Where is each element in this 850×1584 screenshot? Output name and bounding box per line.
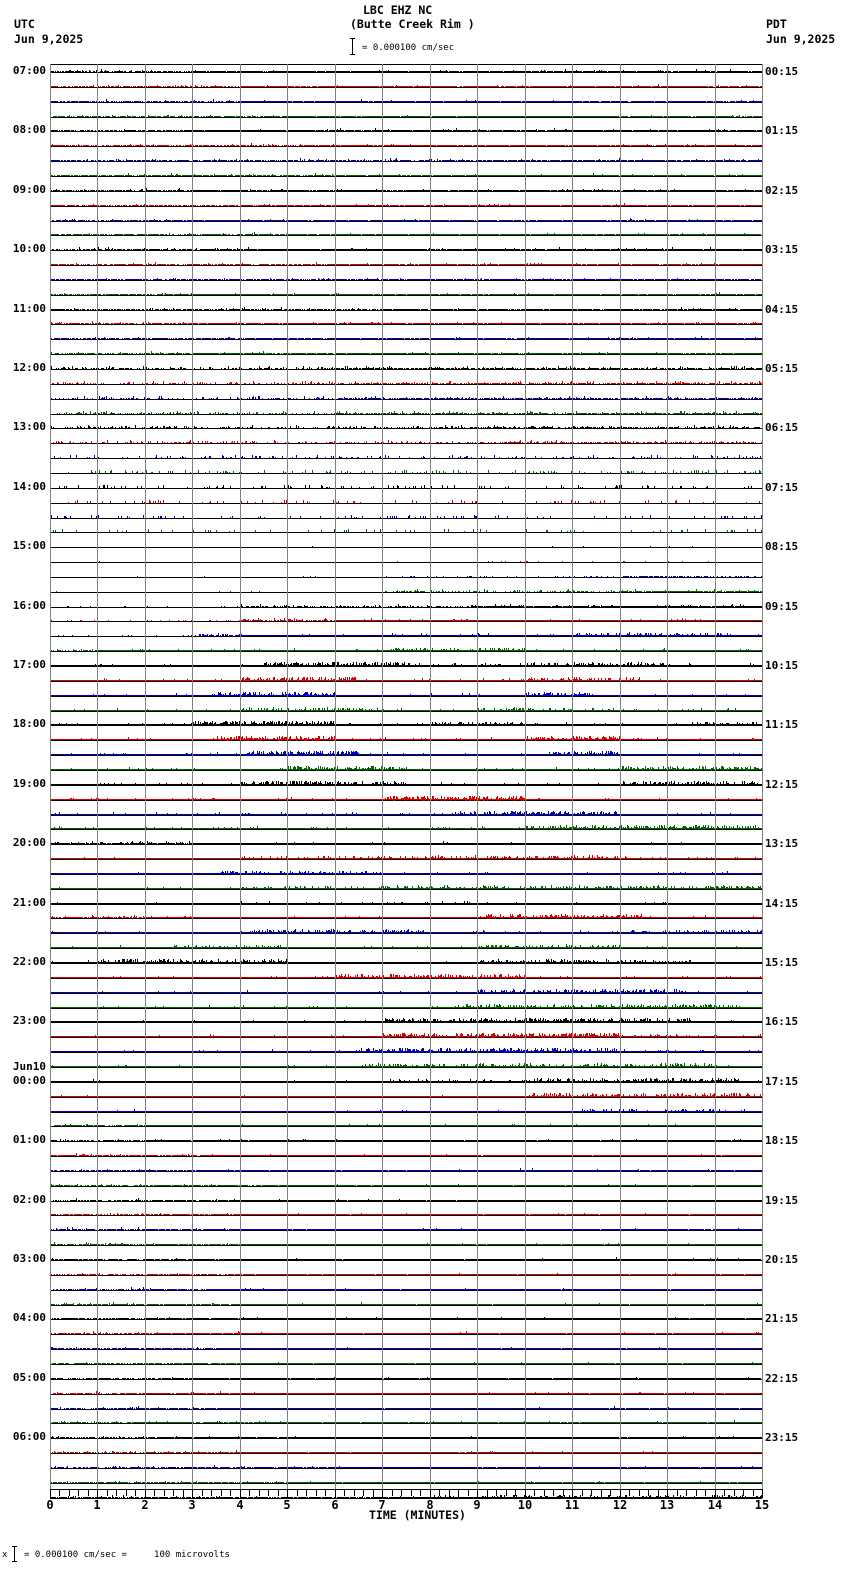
utc-hour-label: 01:00	[12, 1133, 46, 1146]
utc-hour-label: 21:00	[12, 896, 46, 909]
utc-hour-label: 10:00	[12, 242, 46, 255]
pdt-hour-label: 15:15	[765, 956, 799, 969]
station-location: (Butte Creek Rim )	[350, 17, 475, 31]
x-tick-label: 12	[612, 1498, 628, 1512]
pdt-hour-label: 16:15	[765, 1015, 799, 1028]
pdt-hour-label: 17:15	[765, 1075, 799, 1088]
x-tick-label: 4	[236, 1498, 244, 1512]
x-tick-label: 2	[141, 1498, 149, 1512]
pdt-hour-label: 10:15	[765, 659, 799, 672]
utc-hour-label: 03:00	[12, 1252, 46, 1265]
x-tick-label: 6	[331, 1498, 339, 1512]
utc-hour-label: 13:00	[12, 420, 46, 433]
utc-hour-label: 00:00	[12, 1074, 46, 1087]
utc-hour-label: 18:00	[12, 717, 46, 730]
x-tick-label: 0	[46, 1498, 54, 1512]
footer-scale-note: = 0.000100 cm/sec = 100 microvolts	[24, 1550, 230, 1560]
pdt-hour-label: 00:15	[765, 65, 799, 78]
utc-hour-label: 14:00	[12, 480, 46, 493]
utc-hour-label: 08:00	[12, 123, 46, 136]
station-title: LBC EHZ NC	[363, 3, 433, 17]
utc-hour-label: 06:00	[12, 1430, 46, 1443]
right-date: Jun 9,2025	[766, 32, 836, 46]
x-tick-label: 7	[378, 1498, 386, 1512]
utc-hour-label: 02:00	[12, 1193, 46, 1206]
x-axis-title: TIME (MINUTES)	[369, 1508, 466, 1522]
pdt-hour-label: 12:15	[765, 778, 799, 791]
right-timezone: PDT	[766, 17, 787, 31]
pdt-hour-label: 22:15	[765, 1372, 799, 1385]
pdt-hour-label: 11:15	[765, 718, 799, 731]
pdt-hour-label: 05:15	[765, 362, 799, 375]
utc-hour-label: 04:00	[12, 1311, 46, 1324]
pdt-hour-label: 18:15	[765, 1134, 799, 1147]
pdt-hour-label: 19:15	[765, 1194, 799, 1207]
pdt-hour-label: 01:15	[765, 124, 799, 137]
utc-hour-label: 19:00	[12, 777, 46, 790]
x-tick-label: 15	[754, 1498, 770, 1512]
left-date: Jun 9,2025	[14, 32, 84, 46]
pdt-hour-label: 09:15	[765, 600, 799, 613]
x-tick-label: 9	[473, 1498, 481, 1512]
footer-prefix: x	[2, 1550, 8, 1560]
x-tick-label: 8	[426, 1498, 434, 1512]
date-change-label: Jun10	[12, 1060, 46, 1073]
x-tick-label: 10	[517, 1498, 533, 1512]
utc-hour-label: 11:00	[12, 302, 46, 315]
pdt-hour-label: 02:15	[765, 184, 799, 197]
pdt-hour-label: 06:15	[765, 421, 799, 434]
utc-hour-label: 09:00	[12, 183, 46, 196]
scale-label: = 0.000100 cm/sec	[362, 43, 455, 53]
utc-hour-label: 07:00	[12, 64, 46, 77]
utc-hour-label: 16:00	[12, 599, 46, 612]
pdt-hour-label: 08:15	[765, 540, 799, 553]
pdt-hour-label: 03:15	[765, 243, 799, 256]
pdt-hour-label: 07:15	[765, 481, 799, 494]
utc-hour-label: 23:00	[12, 1014, 46, 1027]
utc-hour-label: 20:00	[12, 836, 46, 849]
x-tick-label: 3	[188, 1498, 196, 1512]
utc-hour-label: 15:00	[12, 539, 46, 552]
x-tick-label: 11	[564, 1498, 580, 1512]
x-tick-label: 13	[659, 1498, 675, 1512]
x-tick-label: 1	[93, 1498, 101, 1512]
footer-scale-bar-icon	[12, 1546, 17, 1562]
pdt-hour-label: 23:15	[765, 1431, 799, 1444]
scale-bar-icon	[350, 38, 355, 55]
utc-hour-label: 22:00	[12, 955, 46, 968]
left-timezone: UTC	[14, 17, 35, 31]
utc-hour-label: 05:00	[12, 1371, 46, 1384]
x-tick-label: 5	[283, 1498, 291, 1512]
pdt-hour-label: 20:15	[765, 1253, 799, 1266]
pdt-hour-label: 21:15	[765, 1312, 799, 1325]
utc-hour-label: 12:00	[12, 361, 46, 374]
utc-hour-label: 17:00	[12, 658, 46, 671]
pdt-hour-label: 04:15	[765, 303, 799, 316]
x-tick-label: 14	[707, 1498, 723, 1512]
pdt-hour-label: 14:15	[765, 897, 799, 910]
pdt-hour-label: 13:15	[765, 837, 799, 850]
